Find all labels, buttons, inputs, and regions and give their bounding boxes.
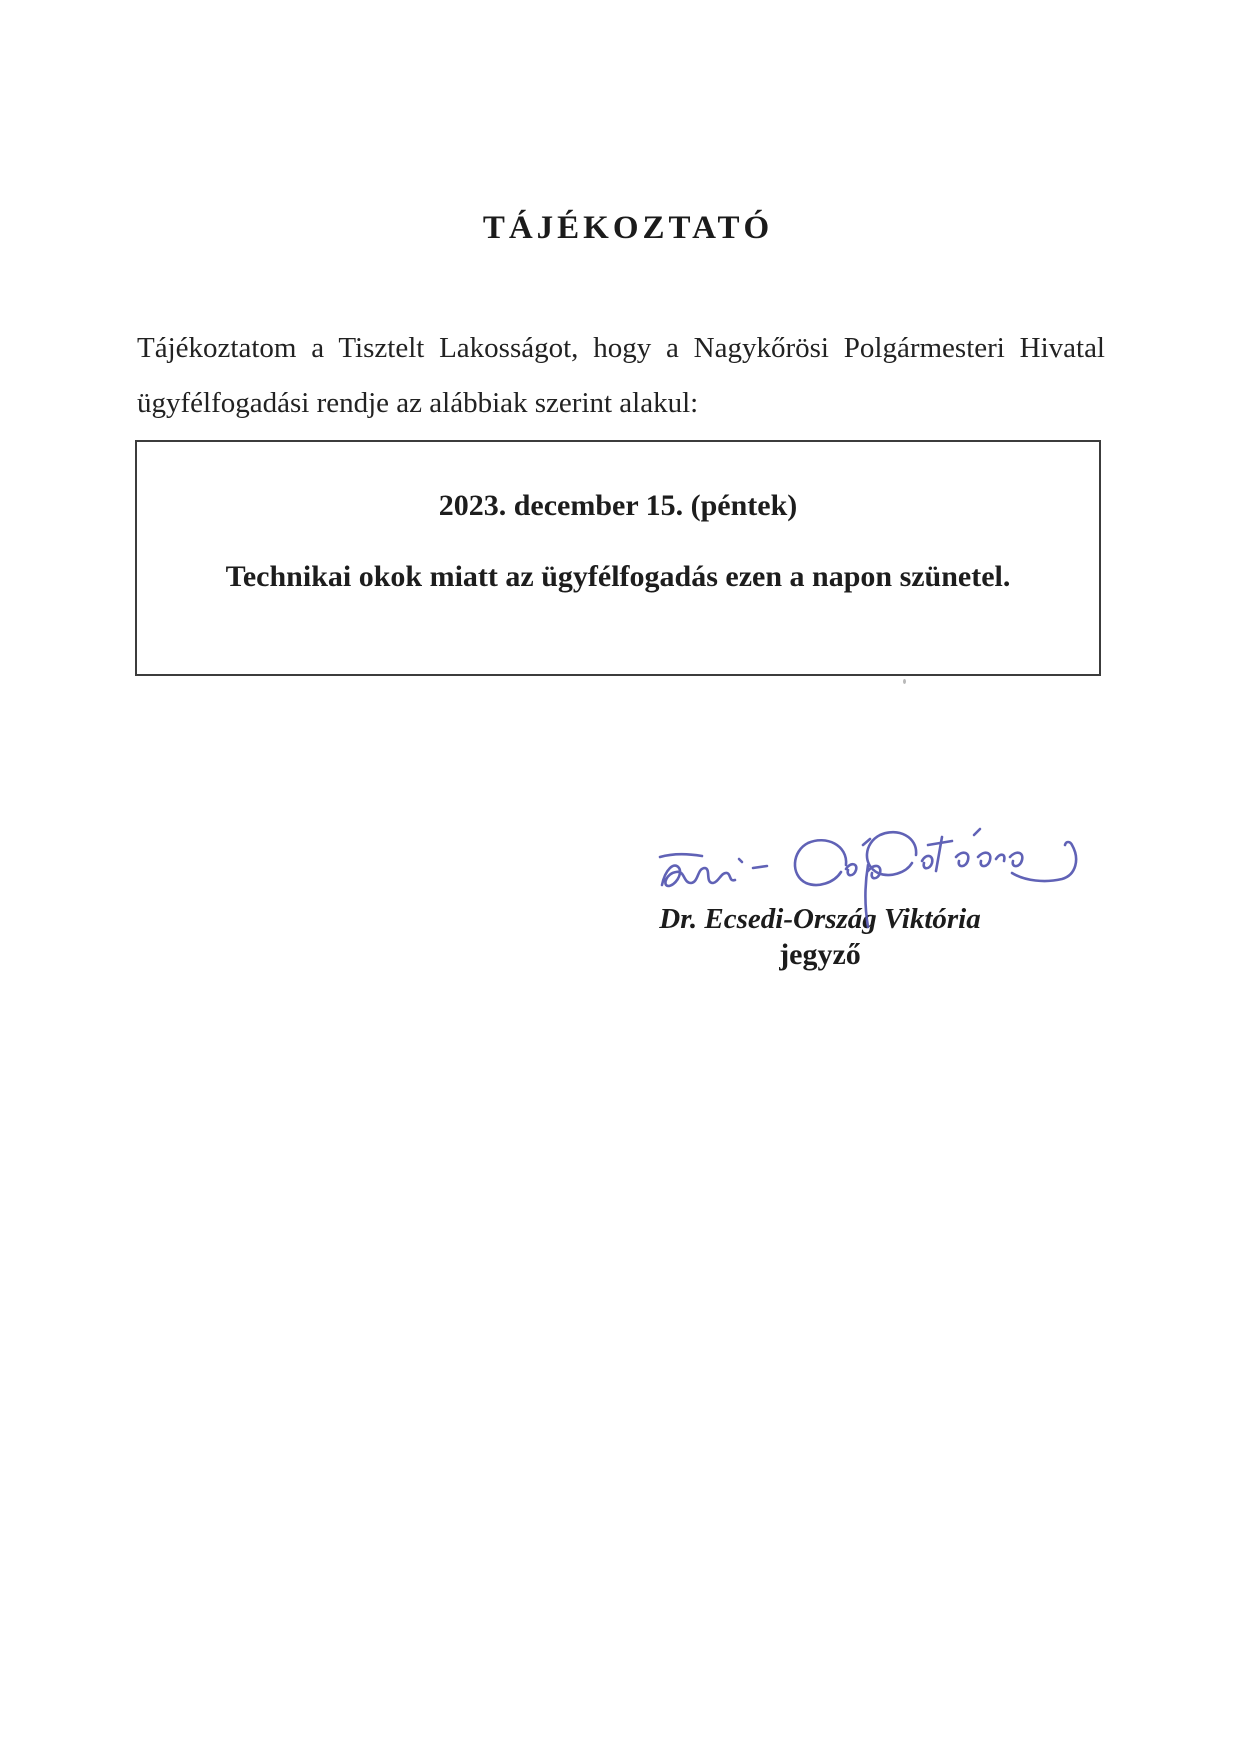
signatory-name: Dr. Ecsedi-Ország Viktória (659, 903, 981, 935)
intro-paragraph (137, 321, 1105, 431)
notice-message-line: Technikai okok miatt az ügyfélfogadás ezen a napon szünetel. (225, 560, 1011, 593)
signatory-role: jegyző (779, 938, 861, 971)
intro-line-1: Tájékoztatom a Tisztelt Lakosságot, hogy a Nagykőrösi Polgármesteri Hivatal (137, 332, 1105, 364)
handwritten-signature-icon (620, 815, 1090, 935)
notice-date-line: 2023. december 15. (péntek) (438, 489, 798, 522)
notice-box (135, 440, 1101, 676)
intro-line-2: ügyfélfogadási rendje az alábbiak szerint alakul: (137, 387, 699, 419)
document-title: TÁJÉKOZTATÓ (482, 210, 774, 247)
scan-artifact-speck (903, 679, 906, 684)
